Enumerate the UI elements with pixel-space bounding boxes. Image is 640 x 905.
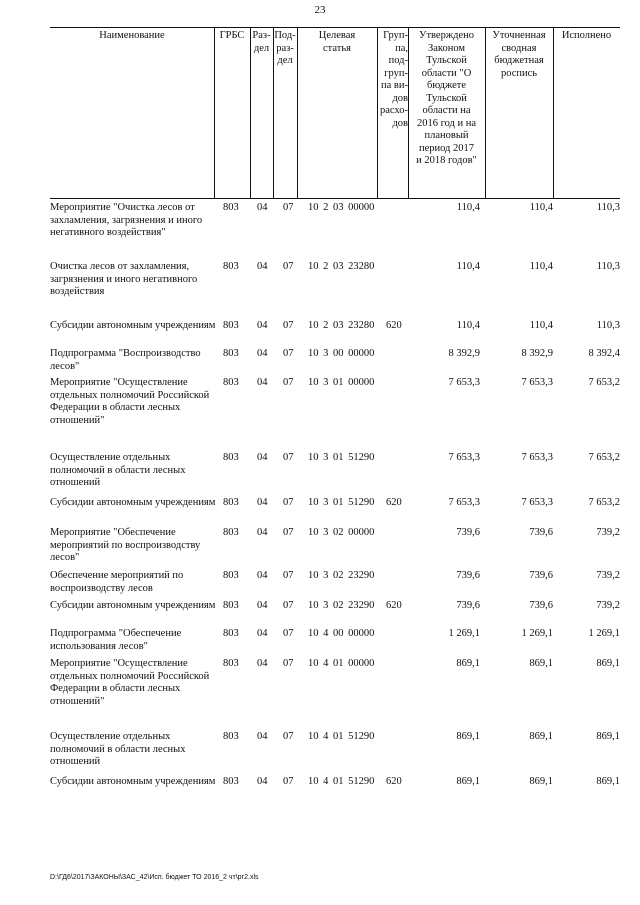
row-grbs: 803	[223, 261, 239, 272]
row-target-article: 10 3 01 00000	[308, 377, 375, 388]
row-target-article: 10 3 01 51290	[308, 497, 375, 508]
header-target-article: Целевая статья	[318, 30, 356, 54]
row-grbs: 803	[223, 527, 239, 538]
row-name: Обеспечение мероприятий по воспроизводству лесов	[50, 570, 184, 594]
row-target-article: 10 3 02 23290	[308, 600, 375, 611]
row-razdel: 04	[257, 261, 268, 272]
row-specified: 8 392,9	[521, 348, 553, 359]
row-podrazdel: 07	[283, 452, 294, 463]
row-specified: 1 269,1	[521, 628, 553, 639]
row-name: Мероприятие "Обеспечение мероприятий по воспроизводству лесов"	[50, 527, 201, 563]
row-specified: 7 653,3	[521, 377, 553, 388]
row-approved: 110,4	[456, 320, 480, 331]
header-bottom-border	[50, 198, 620, 199]
row-executed: 869,1	[596, 776, 620, 787]
row-target-article: 10 3 01 51290	[308, 452, 375, 463]
row-target-article: 10 3 02 23290	[308, 570, 375, 581]
row-name: Субсидии автономным учреждениям	[50, 320, 216, 331]
row-approved: 7 653,3	[448, 452, 480, 463]
row-approved: 739,6	[456, 527, 480, 538]
row-razdel: 04	[257, 628, 268, 639]
row-specified: 110,4	[529, 202, 553, 213]
row-approved: 7 653,3	[448, 377, 480, 388]
row-name: Субсидии автономным учреждениям	[50, 600, 216, 611]
row-razdel: 04	[257, 570, 268, 581]
row-podrazdel: 07	[283, 570, 294, 581]
row-specified: 7 653,3	[521, 497, 553, 508]
column-divider	[214, 27, 215, 199]
row-podrazdel: 07	[283, 377, 294, 388]
row-executed: 7 653,2	[588, 497, 620, 508]
row-approved: 869,1	[456, 776, 480, 787]
row-razdel: 04	[257, 527, 268, 538]
row-specified: 869,1	[529, 776, 553, 787]
row-executed: 869,1	[596, 658, 620, 669]
row-target-article: 10 4 01 00000	[308, 658, 375, 669]
row-name: Осуществление отдельных полномочий в области лесных отношений	[50, 731, 186, 767]
row-expense-type: 620	[386, 497, 402, 508]
row-executed: 739,2	[596, 527, 620, 538]
row-executed: 739,2	[596, 600, 620, 611]
row-executed: 110,3	[596, 261, 620, 272]
row-specified: 739,6	[529, 570, 553, 581]
row-target-article: 10 2 03 23280	[308, 320, 375, 331]
row-grbs: 803	[223, 776, 239, 787]
row-razdel: 04	[257, 497, 268, 508]
row-podrazdel: 07	[283, 776, 294, 787]
row-specified: 869,1	[529, 731, 553, 742]
row-grbs: 803	[223, 628, 239, 639]
row-specified: 869,1	[529, 658, 553, 669]
row-grbs: 803	[223, 731, 239, 742]
row-approved: 7 653,3	[448, 497, 480, 508]
header-executed: Исполнено	[561, 30, 612, 41]
row-specified: 739,6	[529, 600, 553, 611]
row-target-article: 10 3 00 00000	[308, 348, 375, 359]
row-target-article: 10 4 01 51290	[308, 776, 375, 787]
row-podrazdel: 07	[283, 348, 294, 359]
column-divider	[553, 27, 554, 199]
row-podrazdel: 07	[283, 658, 294, 669]
row-executed: 7 653,2	[588, 377, 620, 388]
row-name: Субсидии автономным учреждениям	[50, 776, 216, 787]
row-name: Очистка лесов от захламления, загрязнения и иного негативного воздействия	[50, 261, 198, 297]
row-name: Мероприятие "Осуществление отдельных полномочий Российской Федерации в области лесных отношений"	[50, 658, 210, 707]
row-grbs: 803	[223, 348, 239, 359]
row-podrazdel: 07	[283, 497, 294, 508]
row-razdel: 04	[257, 776, 268, 787]
row-approved: 110,4	[456, 202, 480, 213]
file-path-footer: D:\ГД6\2017\ЗАКОНЫ\ЗАС_42\Исп. бюджет ТО 2016_2 чт\рг2.xls	[50, 874, 259, 881]
row-approved: 739,6	[456, 600, 480, 611]
row-podrazdel: 07	[283, 527, 294, 538]
row-name: Мероприятие "Очистка лесов от захламления, загрязнения и иного негативного воздействия"	[50, 202, 203, 238]
row-razdel: 04	[257, 658, 268, 669]
row-grbs: 803	[223, 452, 239, 463]
row-razdel: 04	[257, 320, 268, 331]
row-razdel: 04	[257, 600, 268, 611]
row-grbs: 803	[223, 570, 239, 581]
row-podrazdel: 07	[283, 731, 294, 742]
row-name: Субсидии автономным учреждениям	[50, 497, 216, 508]
row-approved: 869,1	[456, 658, 480, 669]
header-approved: Утверждено Законом Тульской области "О бюджете Тульской области на 2016 год и на плановый период 2017 и 2018 годов"	[416, 30, 477, 166]
header-top-border	[50, 27, 620, 28]
row-podrazdel: 07	[283, 202, 294, 213]
row-grbs: 803	[223, 202, 239, 213]
row-approved: 8 392,9	[448, 348, 480, 359]
row-name: Осуществление отдельных полномочий в области лесных отношений	[50, 452, 186, 488]
row-razdel: 04	[257, 731, 268, 742]
row-target-article: 10 4 00 00000	[308, 628, 375, 639]
header-specified: Уточненная сводная бюджетная роспись	[492, 30, 546, 79]
header-grbs: ГРБС	[219, 30, 245, 41]
row-target-article: 10 2 03 23280	[308, 261, 375, 272]
row-executed: 869,1	[596, 731, 620, 742]
row-executed: 8 392,4	[588, 348, 620, 359]
row-target-article: 10 2 03 00000	[308, 202, 375, 213]
row-executed: 739,2	[596, 570, 620, 581]
row-razdel: 04	[257, 377, 268, 388]
page-number: 23	[314, 4, 326, 16]
row-executed: 110,3	[596, 320, 620, 331]
row-executed: 7 653,2	[588, 452, 620, 463]
row-expense-type: 620	[386, 600, 402, 611]
row-razdel: 04	[257, 202, 268, 213]
row-name: Подпрограмма "Обеспечение использования лесов"	[50, 628, 182, 652]
row-grbs: 803	[223, 658, 239, 669]
row-specified: 110,4	[529, 261, 553, 272]
row-podrazdel: 07	[283, 600, 294, 611]
row-specified: 110,4	[529, 320, 553, 331]
row-expense-type: 620	[386, 776, 402, 787]
row-specified: 739,6	[529, 527, 553, 538]
row-target-article: 10 3 02 00000	[308, 527, 375, 538]
header-razdel: Раз- дел	[252, 30, 271, 54]
header-podrazdel: Под- раз- дел	[274, 30, 296, 66]
row-approved: 1 269,1	[448, 628, 480, 639]
row-name: Мероприятие "Осуществление отдельных полномочий Российской Федерации в области лесных отношений"	[50, 377, 210, 426]
row-razdel: 04	[257, 348, 268, 359]
row-podrazdel: 07	[283, 628, 294, 639]
row-target-article: 10 4 01 51290	[308, 731, 375, 742]
row-approved: 110,4	[456, 261, 480, 272]
row-podrazdel: 07	[283, 261, 294, 272]
row-grbs: 803	[223, 320, 239, 331]
row-grbs: 803	[223, 497, 239, 508]
row-podrazdel: 07	[283, 320, 294, 331]
header-expense-type: Груп- па, под- груп- па ви- дов расхо- дов	[379, 30, 408, 129]
row-name: Подпрограмма "Воспроизводство лесов"	[50, 348, 201, 372]
row-grbs: 803	[223, 600, 239, 611]
row-executed: 110,3	[596, 202, 620, 213]
row-expense-type: 620	[386, 320, 402, 331]
row-executed: 1 269,1	[588, 628, 620, 639]
header-name: Наименование	[99, 30, 165, 41]
row-approved: 739,6	[456, 570, 480, 581]
row-razdel: 04	[257, 452, 268, 463]
row-grbs: 803	[223, 377, 239, 388]
row-specified: 7 653,3	[521, 452, 553, 463]
row-approved: 869,1	[456, 731, 480, 742]
